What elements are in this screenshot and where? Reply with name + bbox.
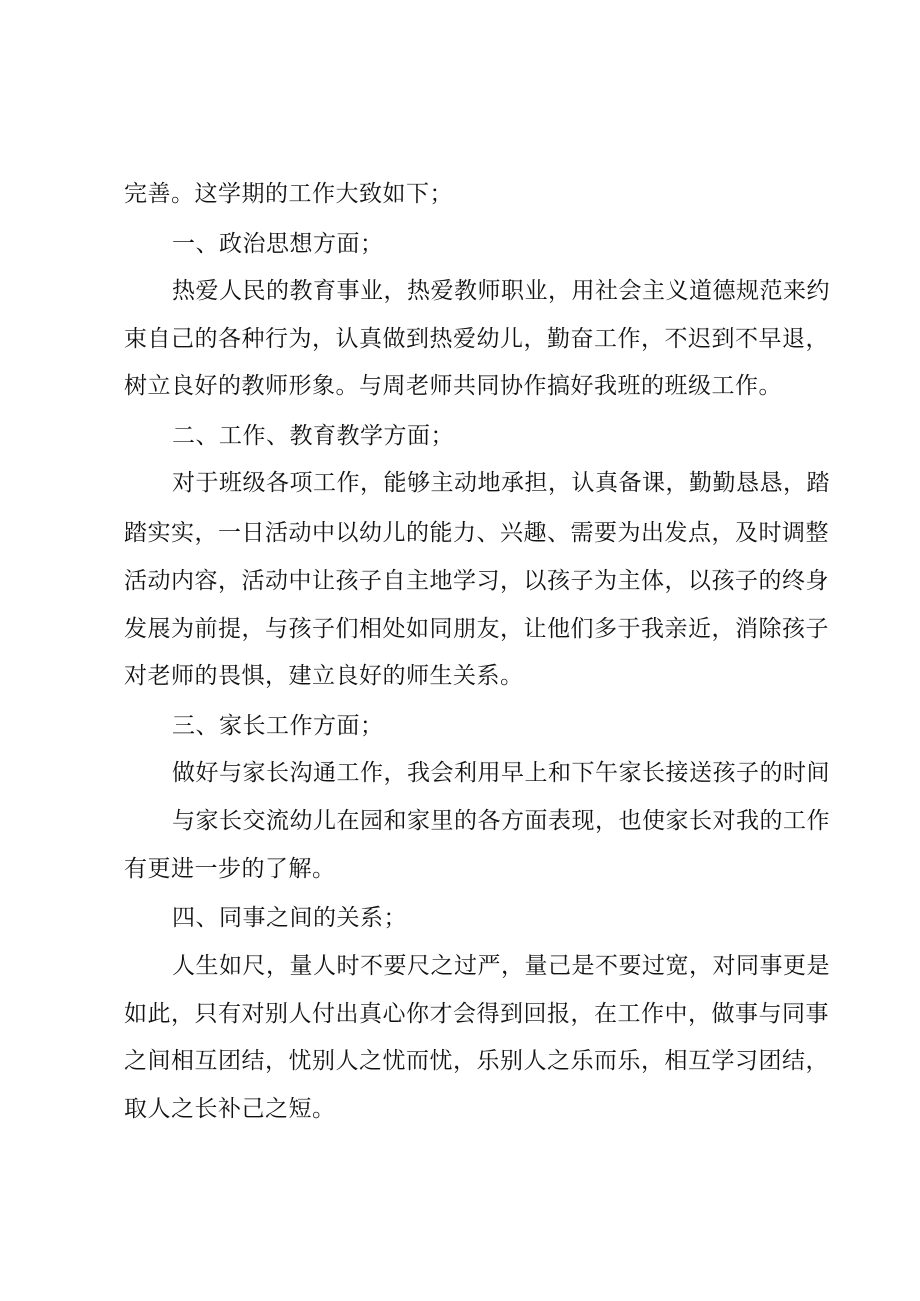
section-heading-parents: 三、家长工作方面； xyxy=(172,713,384,739)
text-line: 之间相互团结，忧别人之忧而忧，乐别人之乐而乐，相互学习团结， xyxy=(124,1048,829,1074)
text-line: 人生如尺，量人时不要尺之过严，量己是不要过宽，对同事更是 xyxy=(172,953,830,979)
text-line: 树立良好的教师形象。与周老师共同协作搞好我班的班级工作。 xyxy=(124,373,782,399)
section-heading-teaching: 二、工作、教育教学方面； xyxy=(172,423,454,449)
text-line: 束自己的各种行为，认真做到热爱幼儿，勤奋工作，不迟到不早退， xyxy=(124,326,829,352)
text-line: 取人之长补己之短。 xyxy=(124,1096,336,1122)
text-line: 做好与家长沟通工作，我会利用早上和下午家长接送孩子的时间 xyxy=(172,760,830,786)
text-line: 完善。这学期的工作大致如下； xyxy=(124,181,453,207)
text-line: 对于班级各项工作，能够主动地承担，认真备课，勤勤恳恳，踏 xyxy=(172,470,830,496)
text-line: 有更进一步的了解。 xyxy=(124,856,336,882)
text-line: 如此，只有对别人付出真心你才会得到回报，在工作中，做事与同事 xyxy=(124,1001,829,1027)
section-heading-colleagues: 四、同事之间的关系； xyxy=(172,905,407,931)
text-line: 对老师的畏惧，建立良好的师生关系。 xyxy=(124,663,524,689)
text-line: 与家长交流幼儿在园和家里的各方面表现，也使家长对我的工作 xyxy=(172,808,830,834)
section-heading-politics: 一、政治思想方面； xyxy=(172,231,384,257)
text-line: 踏实实，一日活动中以幼儿的能力、兴趣、需要为出发点，及时调整 xyxy=(124,520,829,546)
text-line: 活动内容，活动中让孩子自主地学习，以孩子为主体，以孩子的终身 xyxy=(124,568,829,594)
text-line: 热爱人民的教育事业，热爱教师职业，用社会主义道德规范来约 xyxy=(172,278,830,304)
text-line: 发展为前提，与孩子们相处如同朋友，让他们多于我亲近，消除孩子 xyxy=(124,616,829,642)
